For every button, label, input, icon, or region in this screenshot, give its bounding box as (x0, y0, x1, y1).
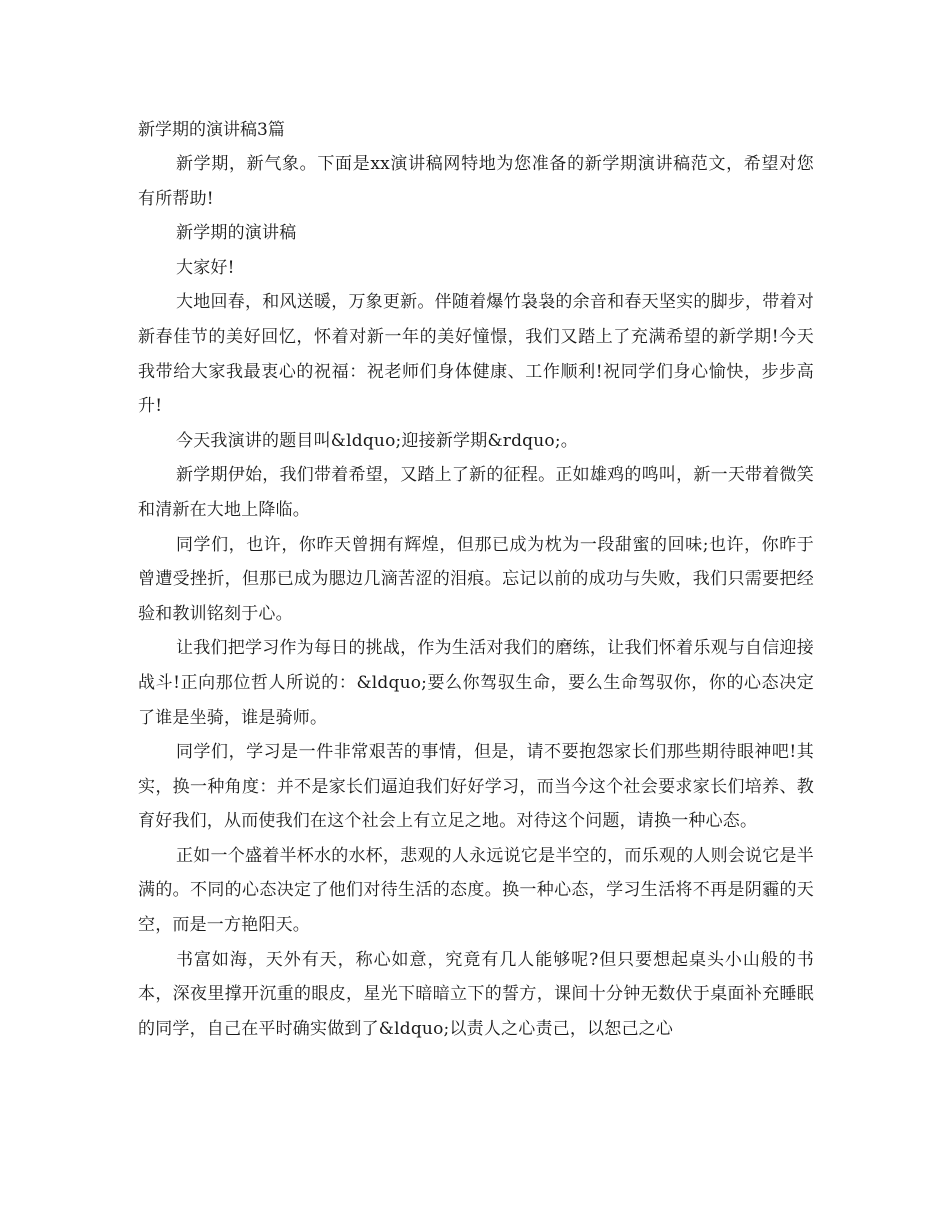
paragraph-intro: 新学期，新气象。下面是xx演讲稿网特地为您准备的新学期演讲稿范文，希望对您有所帮助! (138, 154, 814, 209)
paragraph-new-journey: 新学期伊始，我们带着希望，又踏上了新的征程。正如雄鸡的鸣叫，新一天带着微笑和清新在大地上降临。 (138, 465, 814, 520)
paragraph-greeting: 大家好! (176, 257, 235, 278)
paragraph-challenge: 让我们把学习作为每日的挑战，作为生活对我们的磨练，让我们怀着乐观与自信迎接战斗!正向那位哲人所说的：&ldquo;要么你驾驭生命，要么生命驾驭你，你的心态决定了谁是坐骑，谁是骑师。 (138, 638, 814, 728)
document-page (138, 118, 814, 1046)
document-title: 新学期的演讲稿3篇 (138, 120, 285, 140)
paragraph-parents: 同学们，学习是一件非常艰苦的事情，但是，请不要抱怨家长们那些期待眼神吧!其实，换一种角度：并不是家长们逼迫我们好好学习，而当今这个社会要求家长们培养、教育好我们，从而使我们在这个社会上有立足之地。对待这个问题，请换一种心态。 (138, 742, 814, 832)
paragraph-books: 书富如海，天外有天，称心如意，究竟有几人能够呢?但只要想起桌头小山般的书本，深夜里撑开沉重的眼皮，星光下暗暗立下的誓方，课间十分钟无数伏于桌面补充睡眠的同学，自己在平时确实做到了&ldquo;以责人之心责己，以恕己之心 (138, 949, 814, 1039)
paragraph-past: 同学们，也许，你昨天曾拥有辉煌，但那已成为枕为一段甜蜜的回味;也许，你昨于曾遭受挫折，但那已成为腮边几滴苦涩的泪痕。忘记以前的成功与失败，我们只需要把经验和教训铭刻于心。 (138, 534, 814, 624)
paragraph-half-cup: 正如一个盛着半杯水的水杯，悲观的人永远说它是半空的，而乐观的人则会说它是半满的。不同的心态决定了他们对待生活的态度。换一种心态，学习生活将不再是阴霾的天空，而是一方艳阳天。 (138, 845, 814, 936)
paragraph-topic: 今天我演讲的题目叫&ldquo;迎接新学期&rdquo;。 (176, 430, 578, 451)
paragraph-speech-heading: 新学期的演讲稿 (176, 223, 297, 244)
paragraph-spring: 大地回春，和风送暖，万象更新。伴随着爆竹袅袅的余音和春天坚实的脚步，带着对新春佳节的美好回忆，怀着对新一年的美好憧憬，我们又踏上了充满希望的新学期!今天我带给大家我最衷心的祝福：祝老师们身体健康、工作顺利!祝同学们身心愉快，步步高升! (138, 292, 814, 417)
